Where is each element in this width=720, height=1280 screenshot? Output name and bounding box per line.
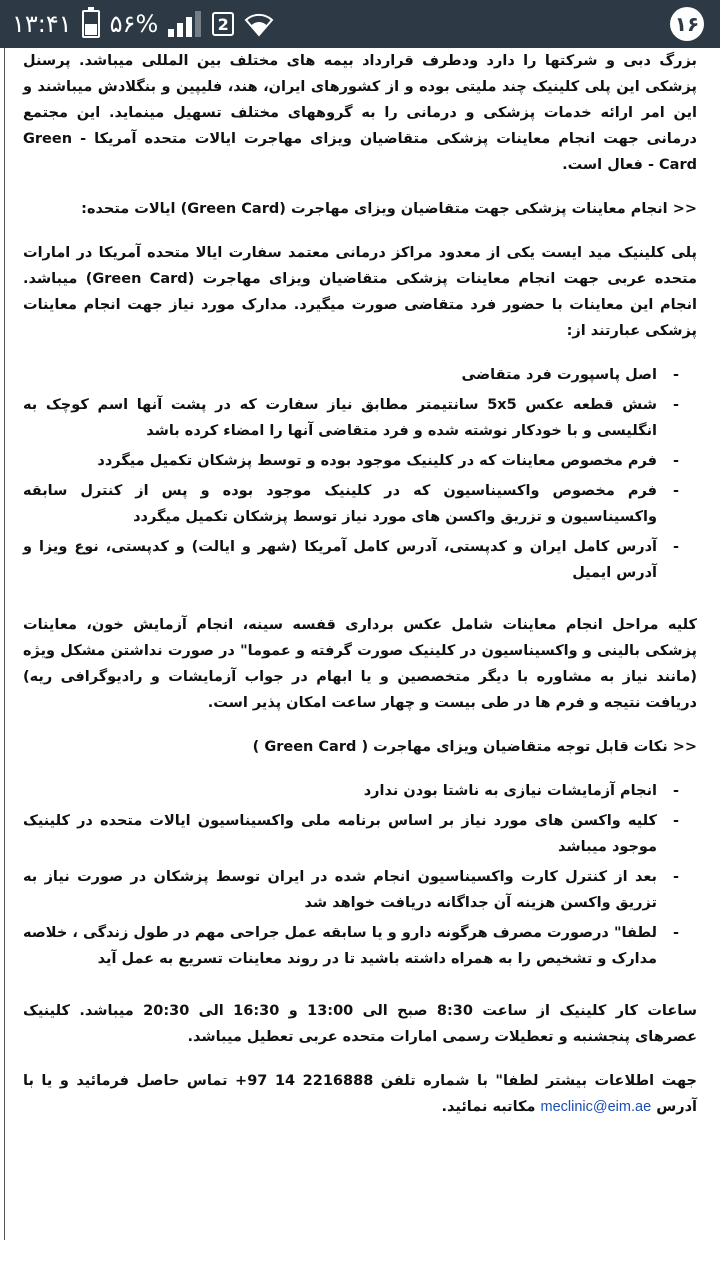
contact-text: جهت اطلاعات بیشتر لطفا" با شماره تلفن 2216888 14 97+ تماس حاصل فرمائید و یا با آدرس	[23, 1073, 697, 1115]
battery-level	[85, 24, 97, 35]
notes-list	[23, 778, 697, 972]
required-documents-list	[23, 362, 697, 586]
battery-icon	[82, 10, 100, 38]
document-content	[5, 48, 713, 1120]
intro-paragraph: بزرگ دبی و شرکتها را دارد ودطرف قرارداد بیمه های مختلف بین المللی میباشد. پرسنل پزشکی این پلی کلینیک چند ملیتی بوده و از کشورهای ایران، هند، فلیپین و بنگلادش میباشند و این امر ارائه خدمات پزشکی و درمانی را به گروههای مختلف تسهیل مینماید. این مجتمع درمانی جهت انجام معاینات پزشکی متقاضیان ویزای مهاجرت ایالات متحده آمریکا - Green Card - فعال است.	[23, 53, 697, 173]
document-page[interactable]	[4, 48, 713, 1240]
contact-email-link[interactable]: meclinic@eim.ae	[540, 1099, 652, 1115]
status-left-group	[12, 6, 274, 42]
list-item: - اصل پاسپورت فرد متقاضی	[23, 362, 657, 388]
list-item: - لطفا" درصورت مصرف هرگونه دارو و یا سابقه عمل جراحی مهم در طول زندگی ، خلاصه مدارک و تشخیص را به همراه داشته باشید تا در روند معاینات تسریع به عمل آید	[23, 920, 657, 972]
working-hours-paragraph: ساعات کار کلینیک از ساعت 8:30 صبح الی 13:00 و 16:30 الی 20:30 میباشد. کلینیک عصرهای پنجشنبه و تعطیلات رسمی امارات متحده عربی تعطیل میباشد.	[23, 1003, 697, 1045]
clock: ۱۳:۴۱	[12, 10, 72, 38]
contact-end-text: مکاتبه نمائید.	[441, 1099, 536, 1115]
wifi-icon	[244, 11, 274, 37]
signal-icon	[168, 11, 202, 37]
list-item: - انجام آزمایشات نیازی به ناشتا بودن ندارد	[23, 778, 657, 804]
notification-badge[interactable]: ۱۶	[670, 7, 704, 41]
procedure-paragraph: کلیه مراحل انجام معاینات شامل عکس برداری قفسه سینه، انجام آزمایش خون، معاینات پزشکی بالینی و واکسیناسیون در کلینیک صورت گرفته و عموما" در صورت نداشتن مشکل ویژه (مانند نیاز به مشاوره با دیگر متخصصین و یا ابهام در جواب آزمایشات و رادیوگرافی ریه) دریافت نتیجه و فرم ها در طی بیست و چهار ساعت امکان پذیر است.	[23, 617, 697, 711]
section1-paragraph: پلی کلینیک مید ایست یکی از معدود مراکز درمانی معتمد سفارت ایالا متحده آمریکا در امارات متحده عربی جهت انجام معاینات پزشکی متقاضیان ویزای مهاجرت (Green Card) میباشد. انجام این معاینات با حضور فرد متقاضی صورت میگیرد. مدارک مورد نیاز جهت انجام معاینات پزشکی عبارتند از:	[23, 245, 697, 339]
battery-percentage: ۵۶%	[109, 10, 159, 38]
list-item: - فرم مخصوص واکسیناسیون که در کلینیک موجود بوده و پس از کنترل سابقه واکسیناسیون و تزریق واکسن های مورد نیاز توسط پزشکان تکمیل میگردد	[23, 478, 657, 530]
list-item: - بعد از کنترل کارت واکسیناسیون انجام شده در ایران توسط پزشکان در صورت نیاز به تزریق واکسن هزینه آن جداگانه دریافت خواهد شد	[23, 864, 657, 916]
list-item: - شش قطعه عکس 5x5 سانتیمتر مطابق نیاز سفارت که در پشت آنها اسم کوچک به انگلیسی و با خودکار نوشته شده و فرد متقاضی آنها را امضاء کرده باشد	[23, 392, 657, 444]
section-heading-medical-exams: << انجام معاینات پزشکی جهت متقاضیان ویزای مهاجرت (Green Card) ایالات متحده:	[81, 201, 697, 217]
section-heading-notes: << نکات قابل توجه متقاضیان ویزای مهاجرت ( Green Card )	[252, 739, 697, 755]
contact-paragraph	[23, 1068, 697, 1120]
list-item: - آدرس کامل ایران و کدپستی، آدرس کامل آمریکا (شهر و ایالت) و کدپستی، نوع ویزا و آدرس ایمیل	[23, 534, 657, 586]
list-item: - کلیه واکسن های مورد نیاز بر اساس برنامه ملی واکسیناسیون ایالات متحده در کلینیک موجود میباشد	[23, 808, 657, 860]
list-item: - فرم مخصوص معاینات که در کلینیک موجود بوده و توسط پزشکان تکمیل میگردد	[23, 448, 657, 474]
sim-slot-icon: 2	[212, 12, 234, 36]
status-bar	[0, 0, 720, 48]
